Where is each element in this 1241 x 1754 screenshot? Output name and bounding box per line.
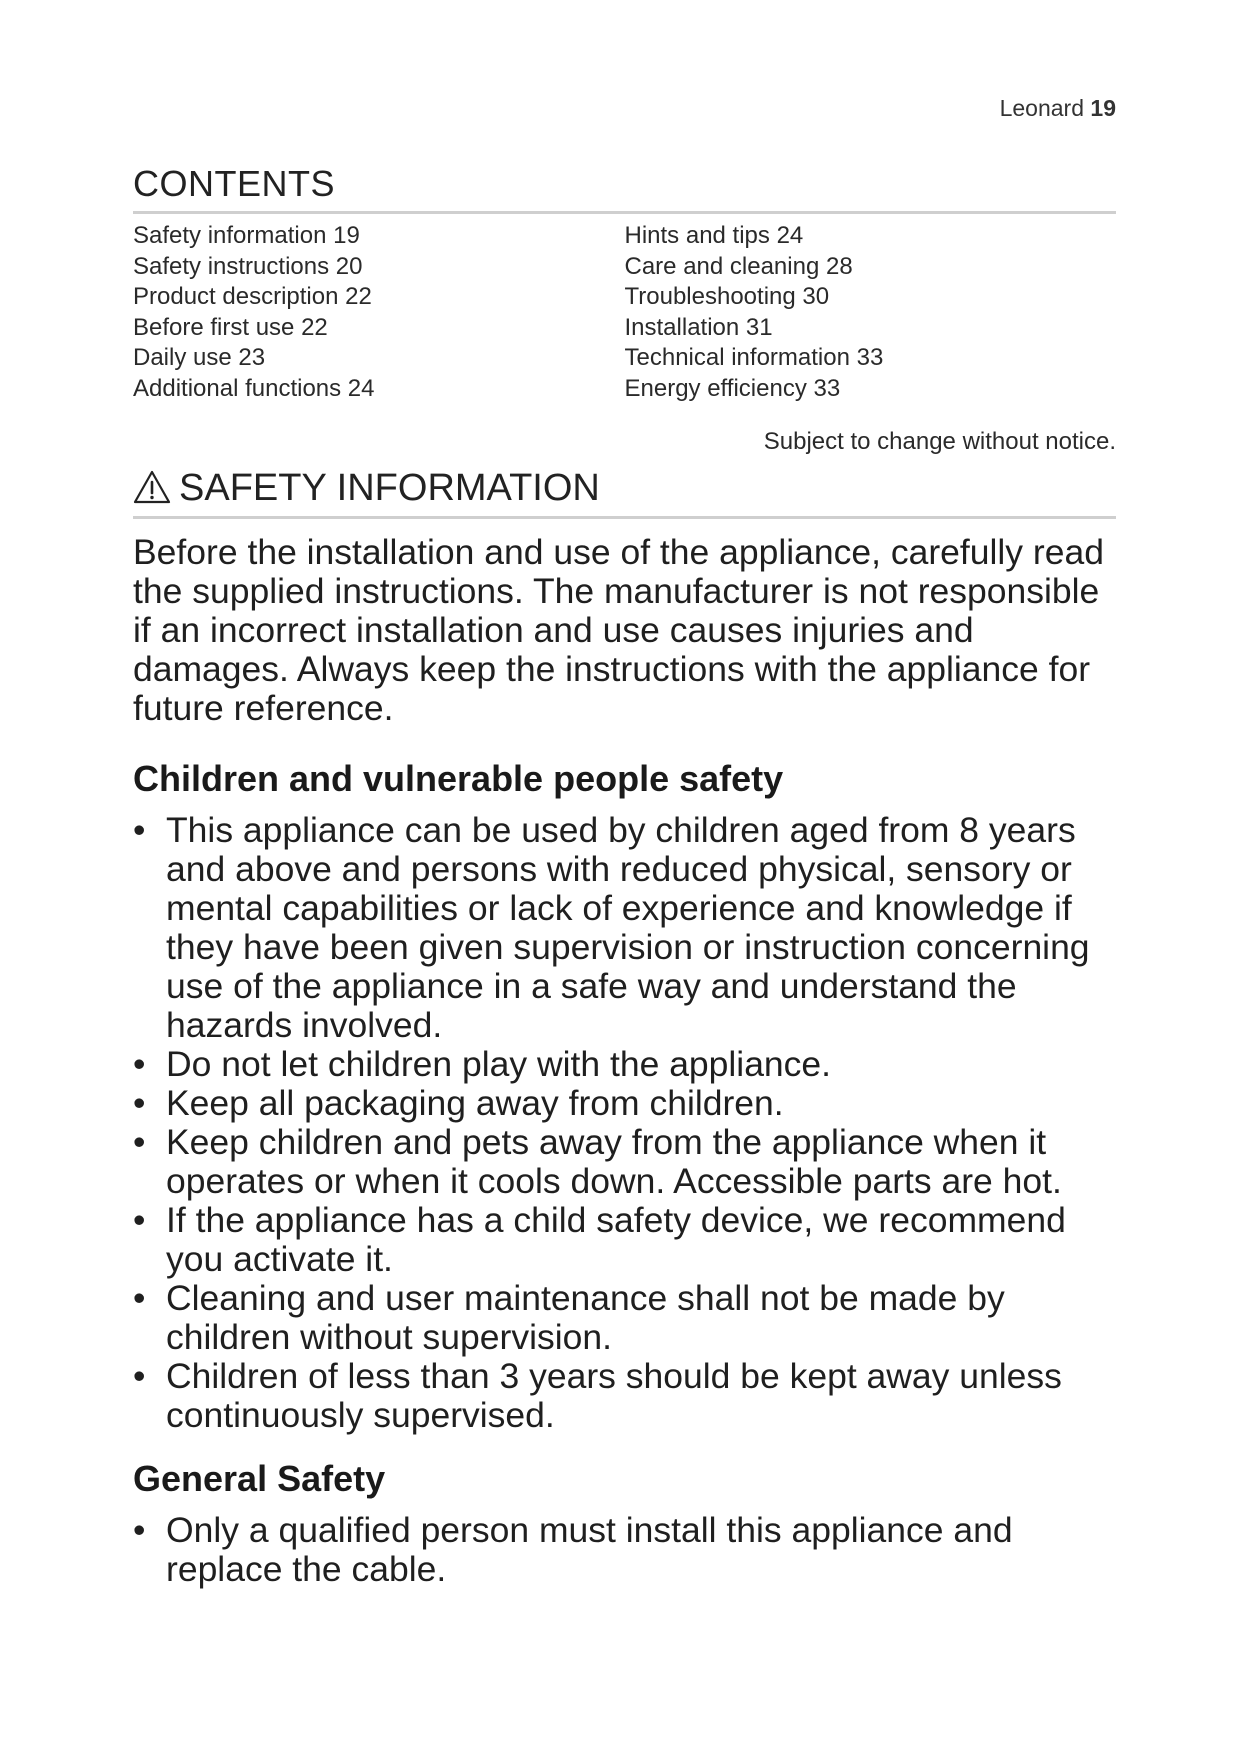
toc-item: Troubleshooting 30 <box>624 283 830 311</box>
bullet-marker: • <box>133 1044 146 1084</box>
children-safety-list <box>133 811 1116 1435</box>
toc-item: Installation 31 <box>624 313 773 341</box>
toc-item: Care and cleaning 28 <box>624 252 853 280</box>
list-item <box>133 1084 1116 1123</box>
toc-left-column <box>133 221 625 405</box>
list-item <box>133 1511 1116 1589</box>
page-number: 19 <box>1090 95 1116 121</box>
toc-item: Energy efficiency 33 <box>624 374 841 402</box>
list-item-text: Keep all packaging away from children. <box>166 1083 784 1123</box>
safety-divider <box>133 516 1116 519</box>
page-header <box>1000 95 1116 122</box>
list-item-text: Cleaning and user maintenance shall not be made by children without supervision. <box>166 1278 1005 1357</box>
product-name: Leonard <box>999 95 1085 121</box>
safety-heading <box>133 463 1116 513</box>
toc-right-column <box>625 221 1117 405</box>
toc-item: Additional functions 24 <box>133 374 375 402</box>
safety-intro-paragraph: Before the installation and use of the appliance, carefully read the supplied instructions. The manufacturer is not responsible if an incorrect installation and use causes injuries and damages. Always keep the instructions with the appliance for future reference. <box>133 532 1104 728</box>
safety-title: SAFETY INFORMATION <box>179 467 600 509</box>
list-item-text: Children of less than 3 years should be kept away unless continuously supervised. <box>166 1356 1062 1435</box>
list-item-text: Do not let children play with the appliance. <box>166 1044 832 1084</box>
safety-information-section <box>133 463 1116 1589</box>
toc-item: Product description 22 <box>133 283 372 311</box>
contents-title: CONTENTS <box>133 163 335 204</box>
bullet-marker: • <box>133 810 146 850</box>
contents-section <box>133 160 1116 405</box>
table-of-contents <box>133 221 1116 405</box>
bullet-marker: • <box>133 1510 146 1550</box>
list-item <box>133 1279 1116 1357</box>
toc-item: Daily use 23 <box>133 344 266 372</box>
children-safety-heading: Children and vulnerable people safety <box>133 758 784 799</box>
list-item <box>133 811 1116 1045</box>
change-notice: Subject to change without notice. <box>763 428 1116 455</box>
bullet-marker: • <box>133 1356 146 1396</box>
general-safety-list <box>133 1511 1116 1589</box>
list-item <box>133 1123 1116 1201</box>
toc-item: Before first use 22 <box>133 313 328 341</box>
toc-item: Technical information 33 <box>624 344 884 372</box>
list-item-text: If the appliance has a child safety device, we recommend you activate it. <box>166 1200 1066 1279</box>
list-item-text: Keep children and pets away from the appliance when it operates or when it cools down. Accessible parts are hot. <box>166 1122 1062 1201</box>
bullet-marker: • <box>133 1278 146 1318</box>
list-item <box>133 1045 1116 1084</box>
list-item-text: Only a qualified person must install this appliance and replace the cable. <box>166 1510 1013 1589</box>
bullet-marker: • <box>133 1083 146 1123</box>
toc-item: Safety information 19 <box>133 222 360 249</box>
bullet-marker: • <box>133 1200 146 1240</box>
list-item <box>133 1201 1116 1279</box>
general-safety-heading: General Safety <box>133 1458 386 1499</box>
toc-item: Hints and tips 24 <box>624 222 804 249</box>
warning-triangle-icon <box>133 470 171 504</box>
list-item <box>133 1357 1116 1435</box>
contents-divider <box>133 211 1116 214</box>
toc-item: Safety instructions 20 <box>133 252 363 280</box>
list-item-text: This appliance can be used by children aged from 8 years and above and persons with reduced physical, sensory or mental capabilities or lack of experience and knowledge if they have been given supervision or instruction concerning use of the appliance in a safe way and understand the hazards involved. <box>166 810 1090 1045</box>
bullet-marker: • <box>133 1122 146 1162</box>
